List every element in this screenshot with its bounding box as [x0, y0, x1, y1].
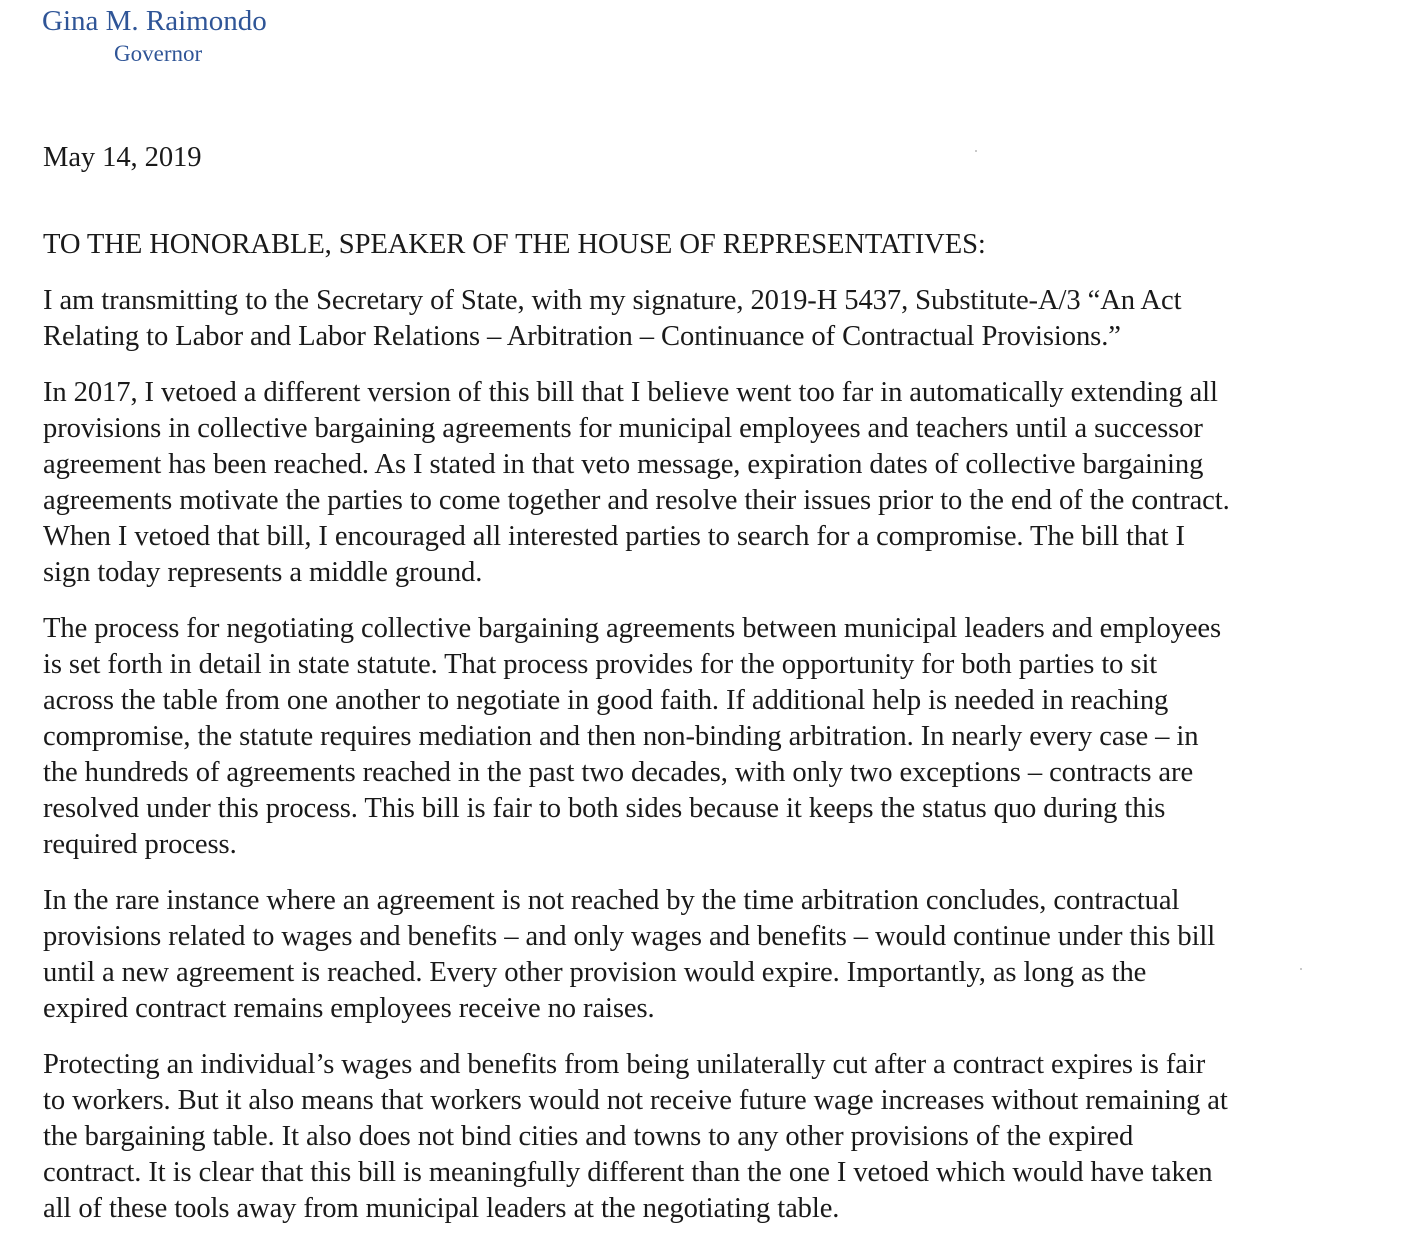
paragraph-line: compromise, the statute requires mediation and then non-binding arbitration. In nearly every case – in — [43, 721, 1199, 752]
paragraph-line: the hundreds of agreements reached in the past two decades, with only two exceptions – contracts are — [43, 757, 1194, 788]
paragraph-2017-veto — [43, 375, 1373, 591]
paragraph-line: until a new agreement is reached. Every other provision would expire. Importantly, as long as the — [43, 957, 1147, 988]
paragraph-line: When I vetoed that bill, I encouraged all interested parties to search for a compromise. The bill that I — [43, 521, 1185, 552]
paragraph-line: resolved under this process. This bill is fair to both sides because it keeps the status quo during this — [43, 793, 1166, 824]
paragraph-line: sign today represents a middle ground. — [43, 557, 483, 588]
letter-date: May 14, 2019 — [43, 142, 202, 173]
paragraph-line: In 2017, I vetoed a different version of this bill that I believe went too far in automatically extending all — [43, 377, 1218, 408]
scan-speck — [975, 150, 977, 152]
paragraph-line: is set forth in detail in state statute. That process provides for the opportunity for both parties to sit — [43, 649, 1158, 680]
paragraph-line: to workers. But it also means that workers would not receive future wage increases without remaining at — [43, 1085, 1228, 1116]
paragraph-line: agreements motivate the parties to come together and resolve their issues prior to the end of the contract. — [43, 485, 1230, 516]
governor-title: Governor — [114, 41, 203, 66]
paragraph-line: required process. — [43, 829, 237, 860]
paragraph-line: agreement has been reached. As I stated in that veto message, expiration dates of collective bargaining — [43, 449, 1204, 480]
scan-speck — [1300, 968, 1302, 970]
paragraph-line: all of these tools away from municipal leaders at the negotiating table. — [43, 1193, 840, 1224]
paragraph-line: across the table from one another to negotiate in good faith. If additional help is needed in reaching — [43, 685, 1169, 716]
governor-name: Gina M. Raimondo — [42, 5, 267, 37]
paragraph-negotiation-process — [43, 611, 1373, 863]
salutation: TO THE HONORABLE, SPEAKER OF THE HOUSE OF REPRESENTATIVES: — [43, 229, 986, 260]
letter-body — [43, 140, 1373, 1227]
paragraph-line: The process for negotiating collective bargaining agreements between municipal leaders and employees — [43, 613, 1222, 644]
paragraph-line: Protecting an individual’s wages and benefits from being unilaterally cut after a contract expires is fair — [43, 1049, 1206, 1080]
paragraph-protecting-wages — [43, 1047, 1373, 1227]
paragraph-transmittal — [43, 283, 1373, 355]
paragraph-line: the bargaining table. It also does not bind cities and towns to any other provisions of the expired — [43, 1121, 1134, 1152]
paragraph-line: expired contract remains employees receive no raises. — [43, 993, 655, 1024]
letterhead — [42, 4, 267, 68]
paragraph-line: Relating to Labor and Labor Relations – Arbitration – Continuance of Contractual Provisions.” — [43, 321, 1121, 352]
paragraph-line: contract. It is clear that this bill is meaningfully different than the one I vetoed which would have taken — [43, 1157, 1213, 1188]
paragraph-rare-instance — [43, 883, 1373, 1027]
paragraph-line: provisions in collective bargaining agreements for municipal employees and teachers until a successor — [43, 413, 1203, 444]
paragraph-line: In the rare instance where an agreement is not reached by the time arbitration concludes, contractual — [43, 885, 1180, 916]
paragraph-line: provisions related to wages and benefits – and only wages and benefits – would continue under this bill — [43, 921, 1216, 952]
paragraph-line: I am transmitting to the Secretary of State, with my signature, 2019-H 5437, Substitute-A/3 “An Act — [43, 285, 1182, 316]
